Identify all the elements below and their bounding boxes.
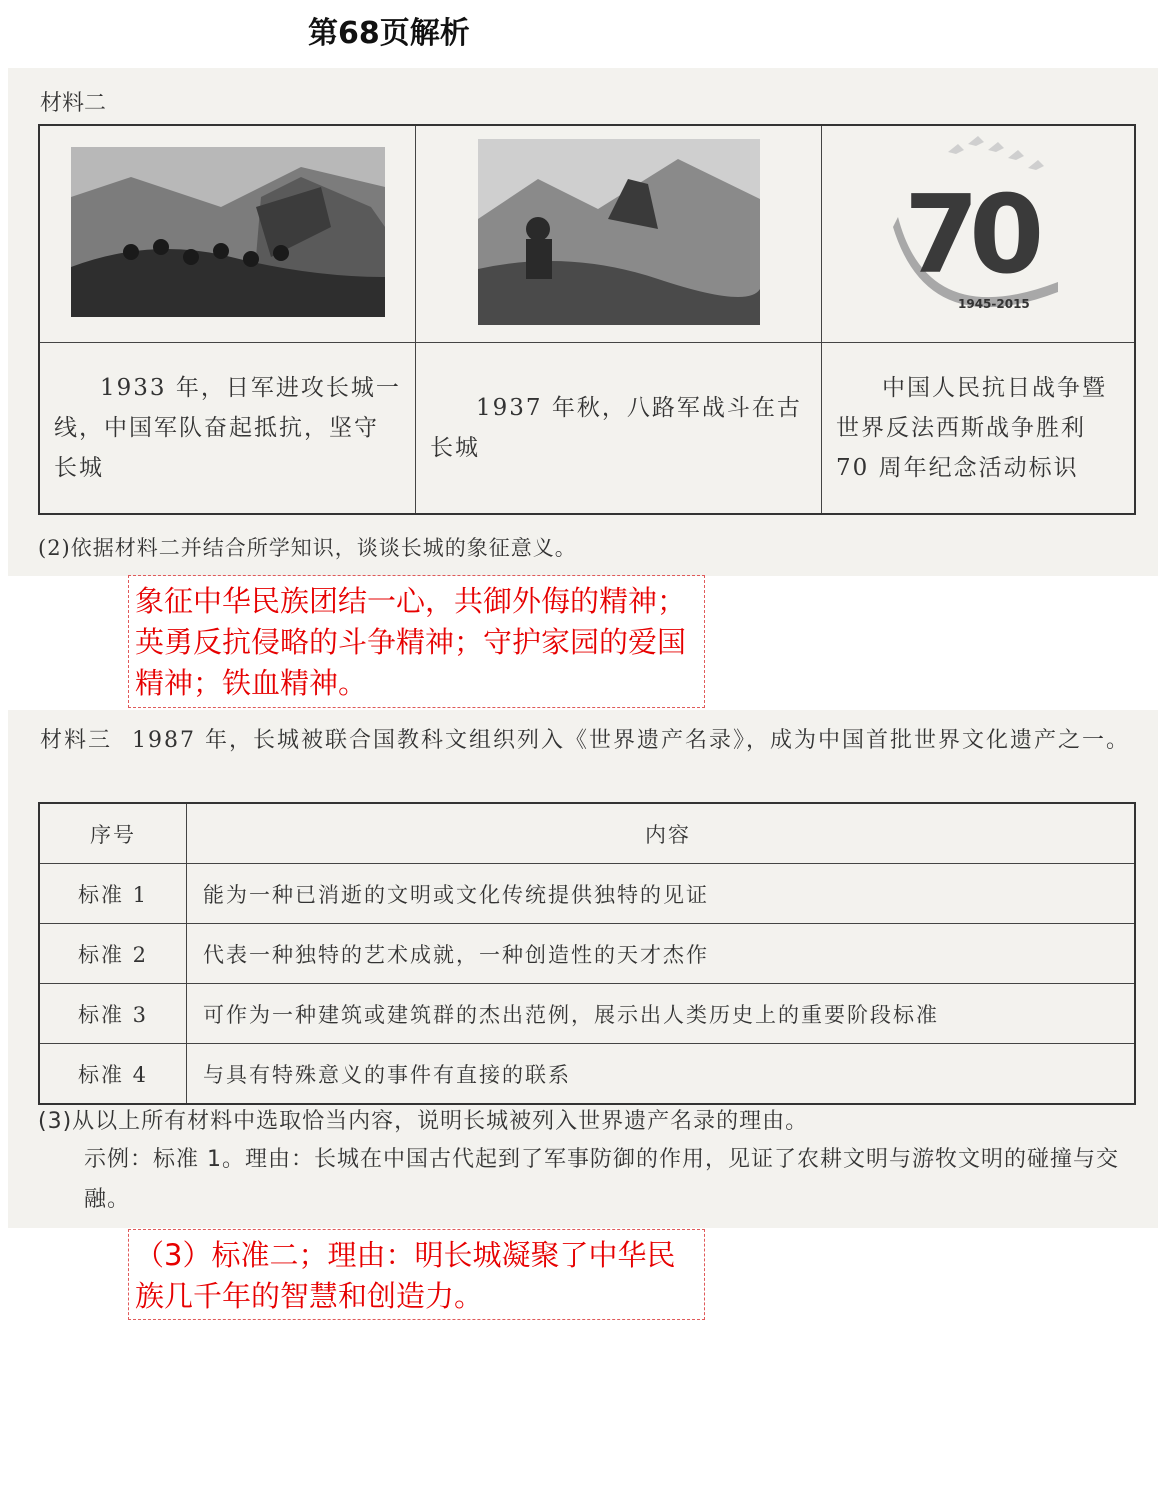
example-3: 示例：标准 1。理由：长城在中国古代起到了军事防御的作用，见证了农耕文明与游牧文明的碰撞与交融。: [84, 1147, 1119, 1212]
standard-content: 能为一种已消逝的文明或文化传统提供独特的见证: [187, 864, 1136, 924]
answer-3-box: （3）标准二；理由：明长城凝聚了中华民族几千年的智慧和创造力。: [128, 1229, 705, 1320]
table-row: [39, 924, 1135, 984]
caption-1933: 1933 年，日军进攻长城一线，中国军队奋起抵抗，坚守长城: [39, 343, 416, 515]
table-header-row: [39, 803, 1135, 864]
page-title: 第68页解析: [308, 16, 470, 51]
material3-scan: [8, 710, 1158, 1228]
material2-label: 材料二: [40, 91, 107, 116]
table-row: [39, 984, 1135, 1044]
standards-table: [38, 802, 1136, 1105]
anniversary-70-logo: [888, 132, 1068, 332]
material3-text: 1987 年，长城被联合国教科文组织列入《世界遗产名录》，成为中国首批世界文化遗产之一。: [132, 728, 1131, 753]
photo-1937-eighth-route-army: [478, 139, 760, 325]
logo-cell: [822, 125, 1136, 343]
caption-1937: 1937 年秋，八路军战斗在古长城: [416, 343, 822, 515]
table-row: [39, 1044, 1135, 1105]
standard-no: 标准 1: [39, 864, 187, 924]
question-3: (3)从以上所有材料中选取恰当内容，说明长城被列入世界遗产名录的理由。: [38, 1109, 809, 1134]
header-content: 内容: [187, 803, 1136, 864]
standard-no: 标准 3: [39, 984, 187, 1044]
photo-cell-1933: [39, 125, 416, 343]
logo-number: 70: [904, 173, 1035, 298]
standard-no: 标准 4: [39, 1044, 187, 1105]
standard-content: 代表一种独特的艺术成就，一种创造性的天才杰作: [187, 924, 1136, 984]
material3-intro: [40, 722, 1140, 760]
standard-content: 可作为一种建筑或建筑群的杰出范例，展示出人类历史上的重要阶段标准: [187, 984, 1136, 1044]
material2-table: [38, 124, 1136, 515]
photo-1933-defense: [71, 147, 385, 317]
standard-content: 与具有特殊意义的事件有直接的联系: [187, 1044, 1136, 1105]
dove-icons: [948, 136, 1044, 170]
table-row: [39, 864, 1135, 924]
answer-2-box: 象征中华民族团结一心，共御外侮的精神；英勇反抗侵略的斗争精神；守护家园的爱国精神；铁血精神。: [128, 575, 705, 708]
logo-years: 1945-2015: [958, 297, 1030, 311]
header-number: 序号: [39, 803, 187, 864]
standard-no: 标准 2: [39, 924, 187, 984]
caption-logo: 中国人民抗日战争暨世界反法西斯战争胜利 70 周年纪念活动标识: [822, 343, 1136, 515]
material2-scan: [8, 68, 1158, 576]
material3-label: 材料三: [40, 728, 113, 753]
photo-cell-1937: [416, 125, 822, 343]
question-2: (2)依据材料二并结合所学知识，谈谈长城的象征意义。: [38, 536, 577, 560]
